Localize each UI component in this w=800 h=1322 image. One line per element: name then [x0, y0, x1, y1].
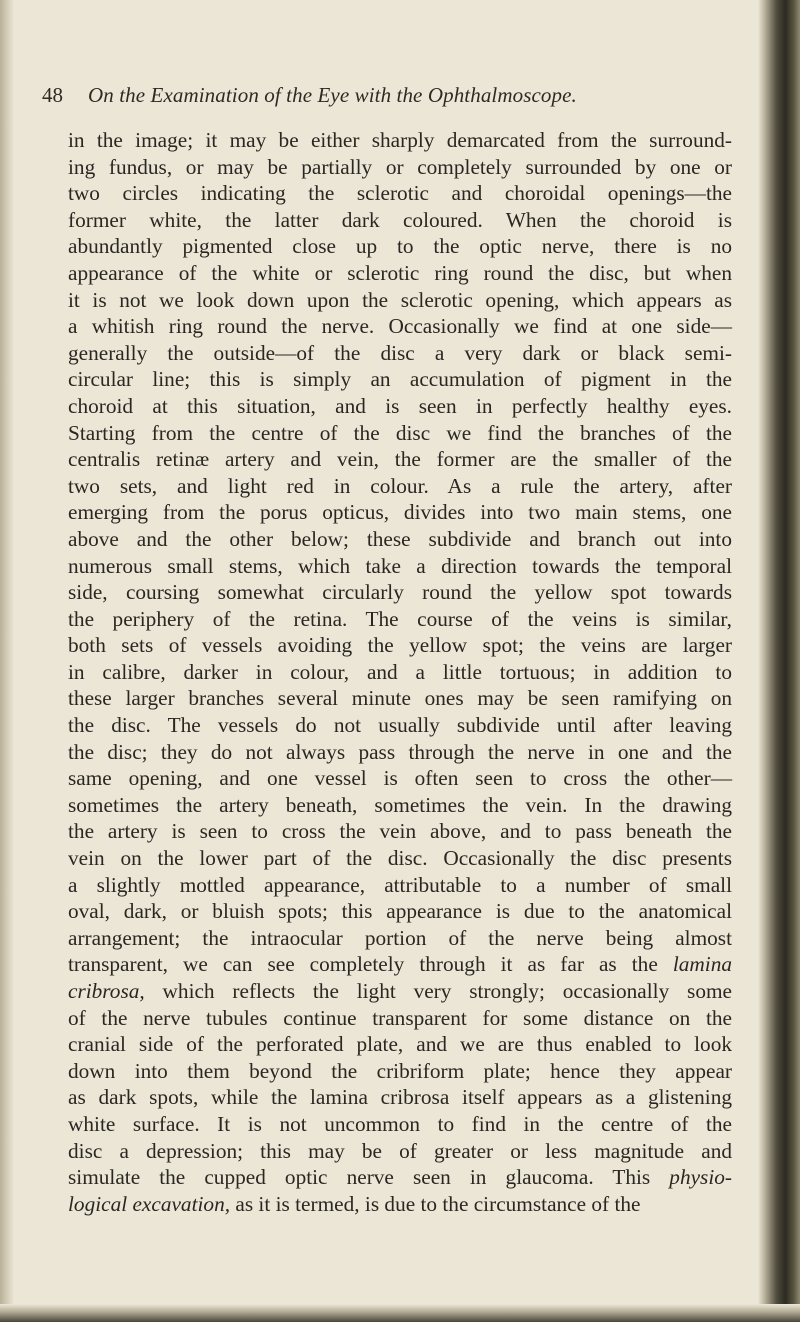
italic-term: physio-	[669, 1165, 732, 1190]
text-run: vein on the lower part of the disc. Occasionally the disc presents	[68, 846, 732, 871]
italic-term: cribrosa,	[68, 979, 145, 1003]
text-line	[68, 553, 732, 580]
text-line	[68, 1164, 732, 1191]
text-run: oval, dark, or bluish spots; this appearance is due to the anatomical	[68, 899, 732, 924]
text-run: white surface. It is not uncommon to find in the centre of the	[68, 1111, 732, 1136]
text-line	[68, 313, 732, 340]
italic-term: lamina	[672, 952, 732, 977]
text-run: the artery is seen to cross the vein above, and to pass beneath the	[68, 819, 732, 844]
text-line	[68, 340, 732, 367]
text-run: the periphery of the retina. The course of the veins is similar,	[68, 606, 732, 631]
text-line	[68, 685, 732, 712]
text-line	[68, 739, 732, 766]
text-line	[68, 1031, 732, 1058]
text-line	[68, 260, 732, 287]
text-run: circular line; this is simply an accumulation of pigment in the	[68, 367, 732, 392]
text-line	[68, 180, 732, 207]
text-line	[68, 925, 732, 952]
text-line	[68, 659, 732, 686]
text-run: as it is termed, is due to the circumstance of the	[230, 1191, 641, 1216]
text-run: arrangement; the intraocular portion of the nerve being almost	[68, 925, 732, 950]
text-run: generally the outside—of the disc a very dark or black semi-	[68, 340, 732, 365]
text-run: choroid at this situation, and is seen in perfectly healthy eyes.	[68, 393, 732, 418]
text-line	[68, 1058, 732, 1085]
text-run: two circles indicating the sclerotic and choroidal openings—the	[68, 181, 732, 206]
body-text	[68, 127, 732, 1217]
text-run: sometimes the artery beneath, sometimes the vein. In the drawing	[68, 792, 732, 817]
text-run: it is not we look down upon the sclerotic opening, which appears as	[68, 287, 732, 312]
text-line	[68, 606, 732, 633]
text-line	[68, 154, 732, 181]
text-line	[68, 127, 732, 154]
running-header	[42, 83, 722, 113]
page-edge-shadow	[758, 0, 800, 1322]
text-run: same opening, and one vessel is often seen to cross the other—	[68, 766, 732, 791]
text-line	[68, 366, 732, 393]
text-line	[68, 287, 732, 314]
bottom-edge-shadow	[0, 1304, 800, 1322]
text-run: the disc. The vessels do not usually subdivide until after leaving	[68, 713, 732, 738]
text-line	[68, 818, 732, 845]
text-run: abundantly pigmented close up to the optic nerve, there is no	[68, 234, 732, 259]
text-run: emerging from the porus opticus, divides into two main stems, one	[68, 500, 732, 525]
text-line	[68, 499, 732, 526]
text-line	[68, 845, 732, 872]
text-run: former white, the latter dark coloured. When the choroid is	[68, 207, 732, 232]
text-line	[68, 579, 732, 606]
text-run: as dark spots, while the lamina cribrosa itself appears as a glistening	[68, 1085, 732, 1110]
text-line	[68, 792, 732, 819]
text-line	[68, 420, 732, 447]
text-run: numerous small stems, which take a direction towards the temporal	[68, 553, 732, 578]
text-line	[68, 712, 732, 739]
text-line	[68, 1191, 732, 1218]
text-run: the disc; they do not always pass through the nerve in one and the	[68, 739, 732, 764]
page-number: 48	[42, 83, 63, 107]
text-run: which reflects the light very strongly; occasionally some	[144, 979, 732, 1003]
text-run: appearance of the white or sclerotic ring round the disc, but when	[68, 260, 732, 285]
text-run: Starting from the centre of the disc we find the branches of the	[68, 420, 732, 445]
text-run: disc a depression; this may be of greater or less magnitude and	[68, 1138, 732, 1163]
text-run: a slightly mottled appearance, attributable to a number of small	[68, 872, 732, 897]
text-line	[68, 393, 732, 420]
text-line	[68, 1084, 732, 1111]
text-line	[68, 1111, 732, 1138]
italic-term: logical excavation,	[68, 1191, 231, 1216]
text-run: cranial side of the perforated plate, and we are thus enabled to look	[68, 1032, 732, 1057]
text-line	[68, 473, 732, 500]
text-line	[68, 1138, 732, 1165]
text-run: two sets, and light red in colour. As a rule the artery, after	[68, 473, 732, 498]
text-run: side, coursing somewhat circularly round the yellow spot towards	[68, 580, 732, 605]
text-line	[68, 898, 732, 925]
text-run: centralis retinæ artery and vein, the former are the smaller of the	[68, 447, 732, 472]
text-run: both sets of vessels avoiding the yellow spot; the veins are larger	[68, 633, 732, 658]
text-run: down into them beyond the cribriform plate; hence they appear	[68, 1058, 732, 1083]
text-line	[68, 1005, 732, 1032]
text-line	[68, 207, 732, 234]
text-run: simulate the cupped optic nerve seen in glaucoma. This	[68, 1165, 670, 1190]
text-line	[68, 526, 732, 553]
text-line	[68, 632, 732, 659]
binding-shadow	[0, 0, 14, 1322]
text-run: transparent, we can see completely through it as far as the	[68, 952, 673, 977]
running-title: On the Examination of the Eye with the Ophthalmoscope.	[88, 83, 577, 107]
text-line	[68, 978, 732, 1005]
text-run: in the image; it may be either sharply demarcated from the surround-	[68, 128, 732, 152]
text-run: in calibre, darker in colour, and a little tortuous; in addition to	[68, 659, 732, 684]
text-run: these larger branches several minute ones may be seen ramifying on	[68, 686, 732, 711]
text-run: above and the other below; these subdivide and branch out into	[68, 526, 732, 551]
text-line	[68, 951, 732, 978]
text-run: a whitish ring round the nerve. Occasionally we find at one side—	[68, 314, 732, 339]
text-run: of the nerve tubules continue transparent for some distance on the	[68, 1005, 732, 1030]
text-line	[68, 872, 732, 899]
text-run: ing fundus, or may be partially or completely surrounded by one or	[68, 154, 732, 179]
text-line	[68, 446, 732, 473]
text-line	[68, 765, 732, 792]
text-line	[68, 233, 732, 260]
